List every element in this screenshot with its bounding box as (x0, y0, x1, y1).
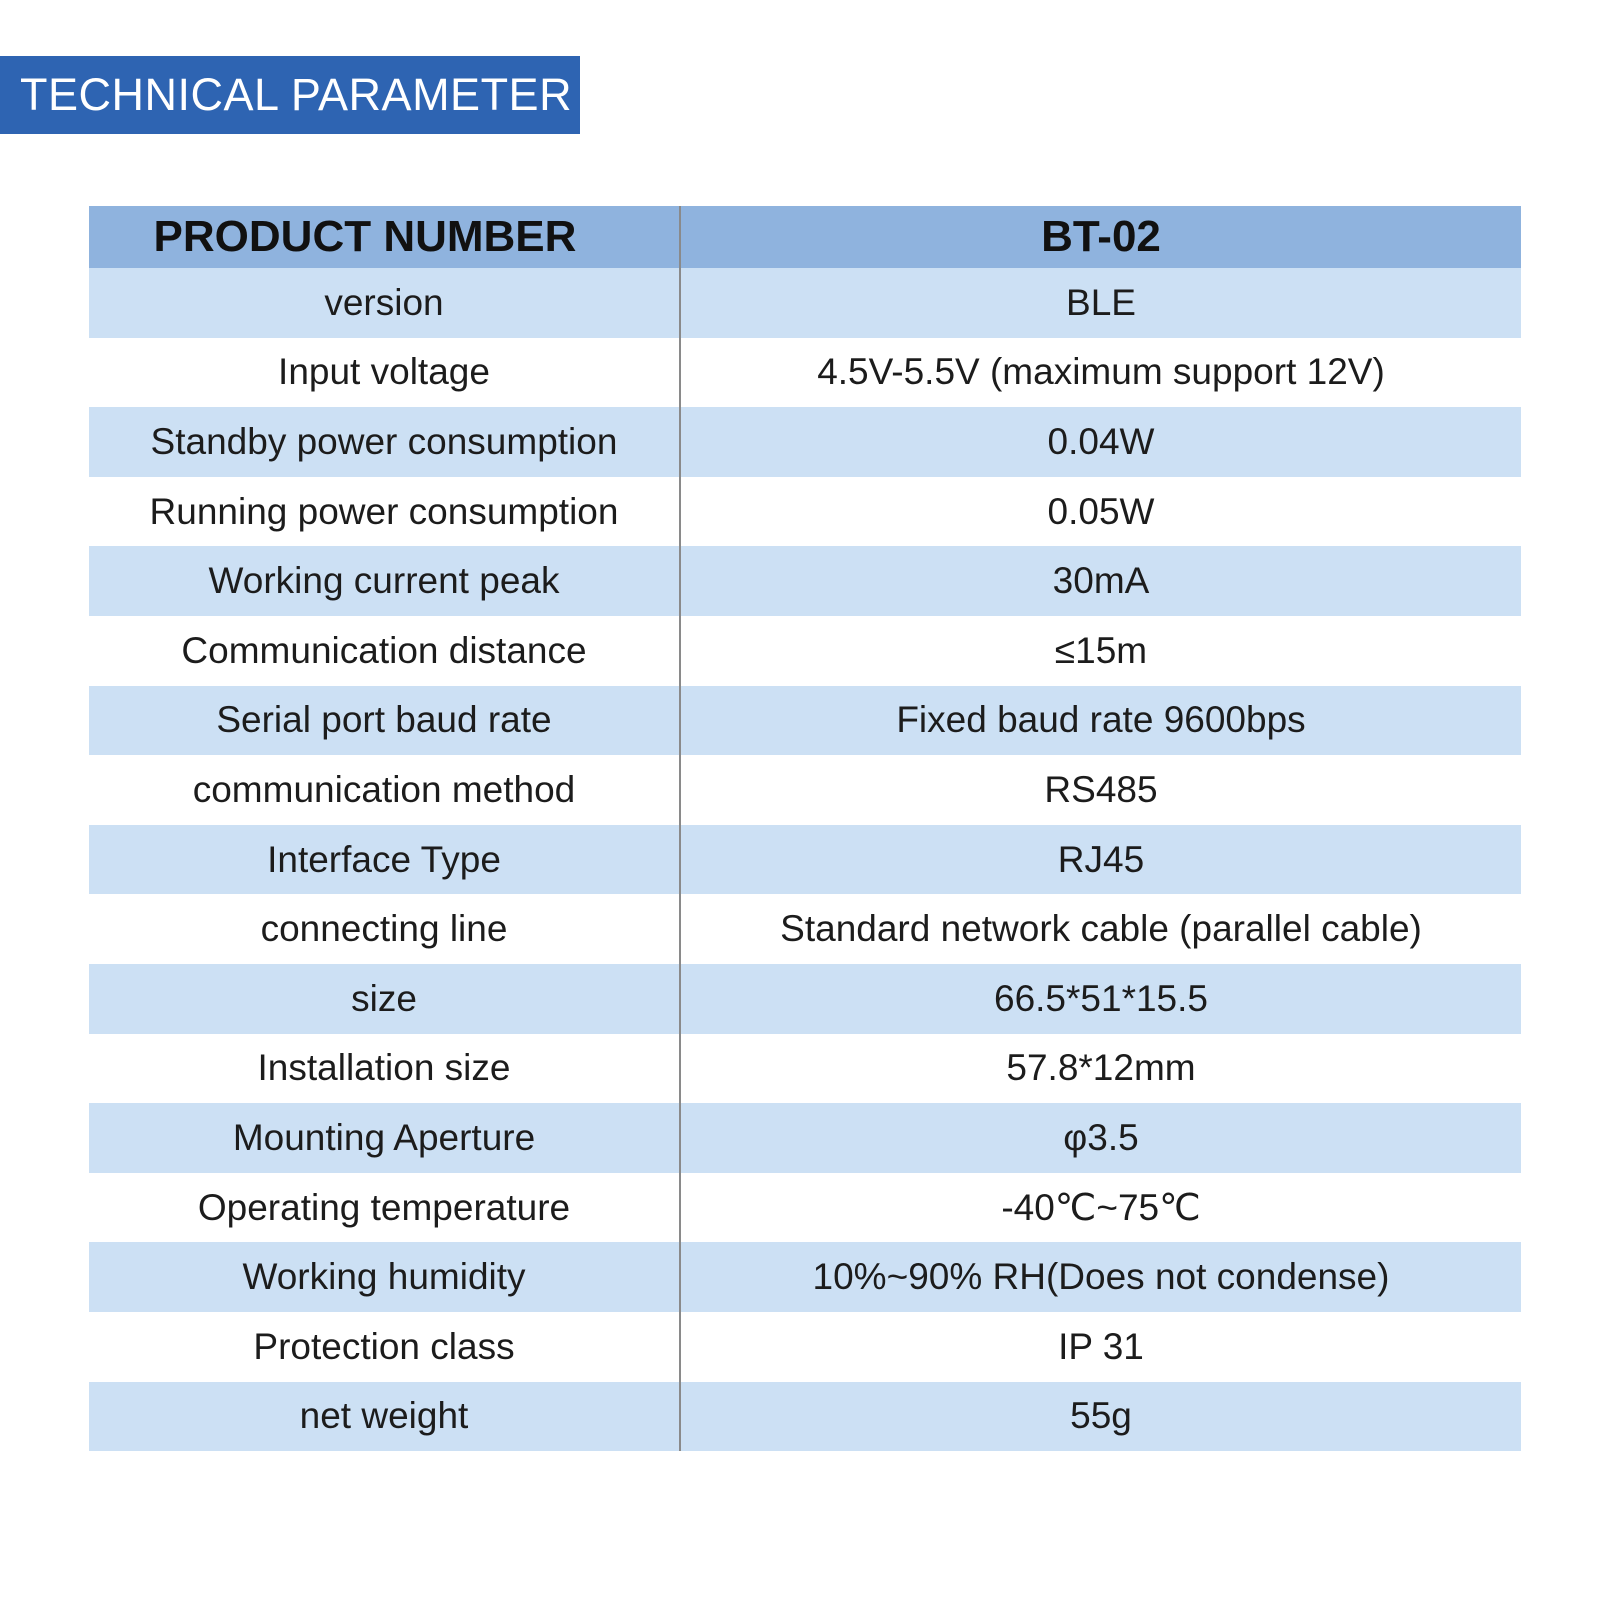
param-label: version (89, 268, 680, 338)
param-label: communication method (89, 755, 680, 825)
table-row (89, 755, 1521, 825)
param-value: ≤15m (680, 616, 1521, 686)
table-row (89, 1382, 1521, 1452)
param-value: BLE (680, 268, 1521, 338)
table-row (89, 894, 1521, 964)
param-value: 30mA (680, 546, 1521, 616)
section-title: TECHNICAL PARAMETER (20, 69, 573, 120)
param-label: connecting line (89, 894, 680, 964)
param-value: 55g (680, 1382, 1521, 1452)
table-header-row (89, 206, 1521, 268)
param-label: Working humidity (89, 1242, 680, 1312)
param-label: Mounting Aperture (89, 1103, 680, 1173)
table-row (89, 338, 1521, 408)
table-row (89, 407, 1521, 477)
param-label: Communication distance (89, 616, 680, 686)
param-value: 4.5V-5.5V (maximum support 12V) (680, 338, 1521, 408)
param-value: 0.05W (680, 477, 1521, 547)
param-label: Working current peak (89, 546, 680, 616)
table-row (89, 686, 1521, 756)
param-label: size (89, 964, 680, 1034)
table-row (89, 268, 1521, 338)
param-label: Standby power consumption (89, 407, 680, 477)
table-row (89, 1312, 1521, 1382)
param-label: net weight (89, 1382, 680, 1452)
table-row (89, 477, 1521, 547)
param-label: Serial port baud rate (89, 686, 680, 756)
header-value-cell: BT-02 (680, 206, 1521, 268)
table-row (89, 546, 1521, 616)
param-value: RS485 (680, 755, 1521, 825)
param-value: IP 31 (680, 1312, 1521, 1382)
table-row (89, 964, 1521, 1034)
table-row (89, 825, 1521, 895)
param-value: -40℃~75℃ (680, 1173, 1521, 1243)
param-label: Installation size (89, 1034, 680, 1104)
param-label: Interface Type (89, 825, 680, 895)
spec-table (89, 206, 1521, 1451)
param-value: 0.04W (680, 407, 1521, 477)
param-value: φ3.5 (680, 1103, 1521, 1173)
param-label: Running power consumption (89, 477, 680, 547)
section-title-banner (0, 56, 580, 134)
table-row (89, 1103, 1521, 1173)
header-label-cell: PRODUCT NUMBER (89, 206, 680, 268)
param-label: Input voltage (89, 338, 680, 408)
param-value: RJ45 (680, 825, 1521, 895)
param-label: Protection class (89, 1312, 680, 1382)
table-row (89, 1242, 1521, 1312)
param-value: 10%~90% RH(Does not condense) (680, 1242, 1521, 1312)
param-value: 57.8*12mm (680, 1034, 1521, 1104)
table-row (89, 1173, 1521, 1243)
param-value: 66.5*51*15.5 (680, 964, 1521, 1034)
param-value: Standard network cable (parallel cable) (680, 894, 1521, 964)
param-label: Operating temperature (89, 1173, 680, 1243)
param-value: Fixed baud rate 9600bps (680, 686, 1521, 756)
table-row (89, 616, 1521, 686)
table-row (89, 1034, 1521, 1104)
